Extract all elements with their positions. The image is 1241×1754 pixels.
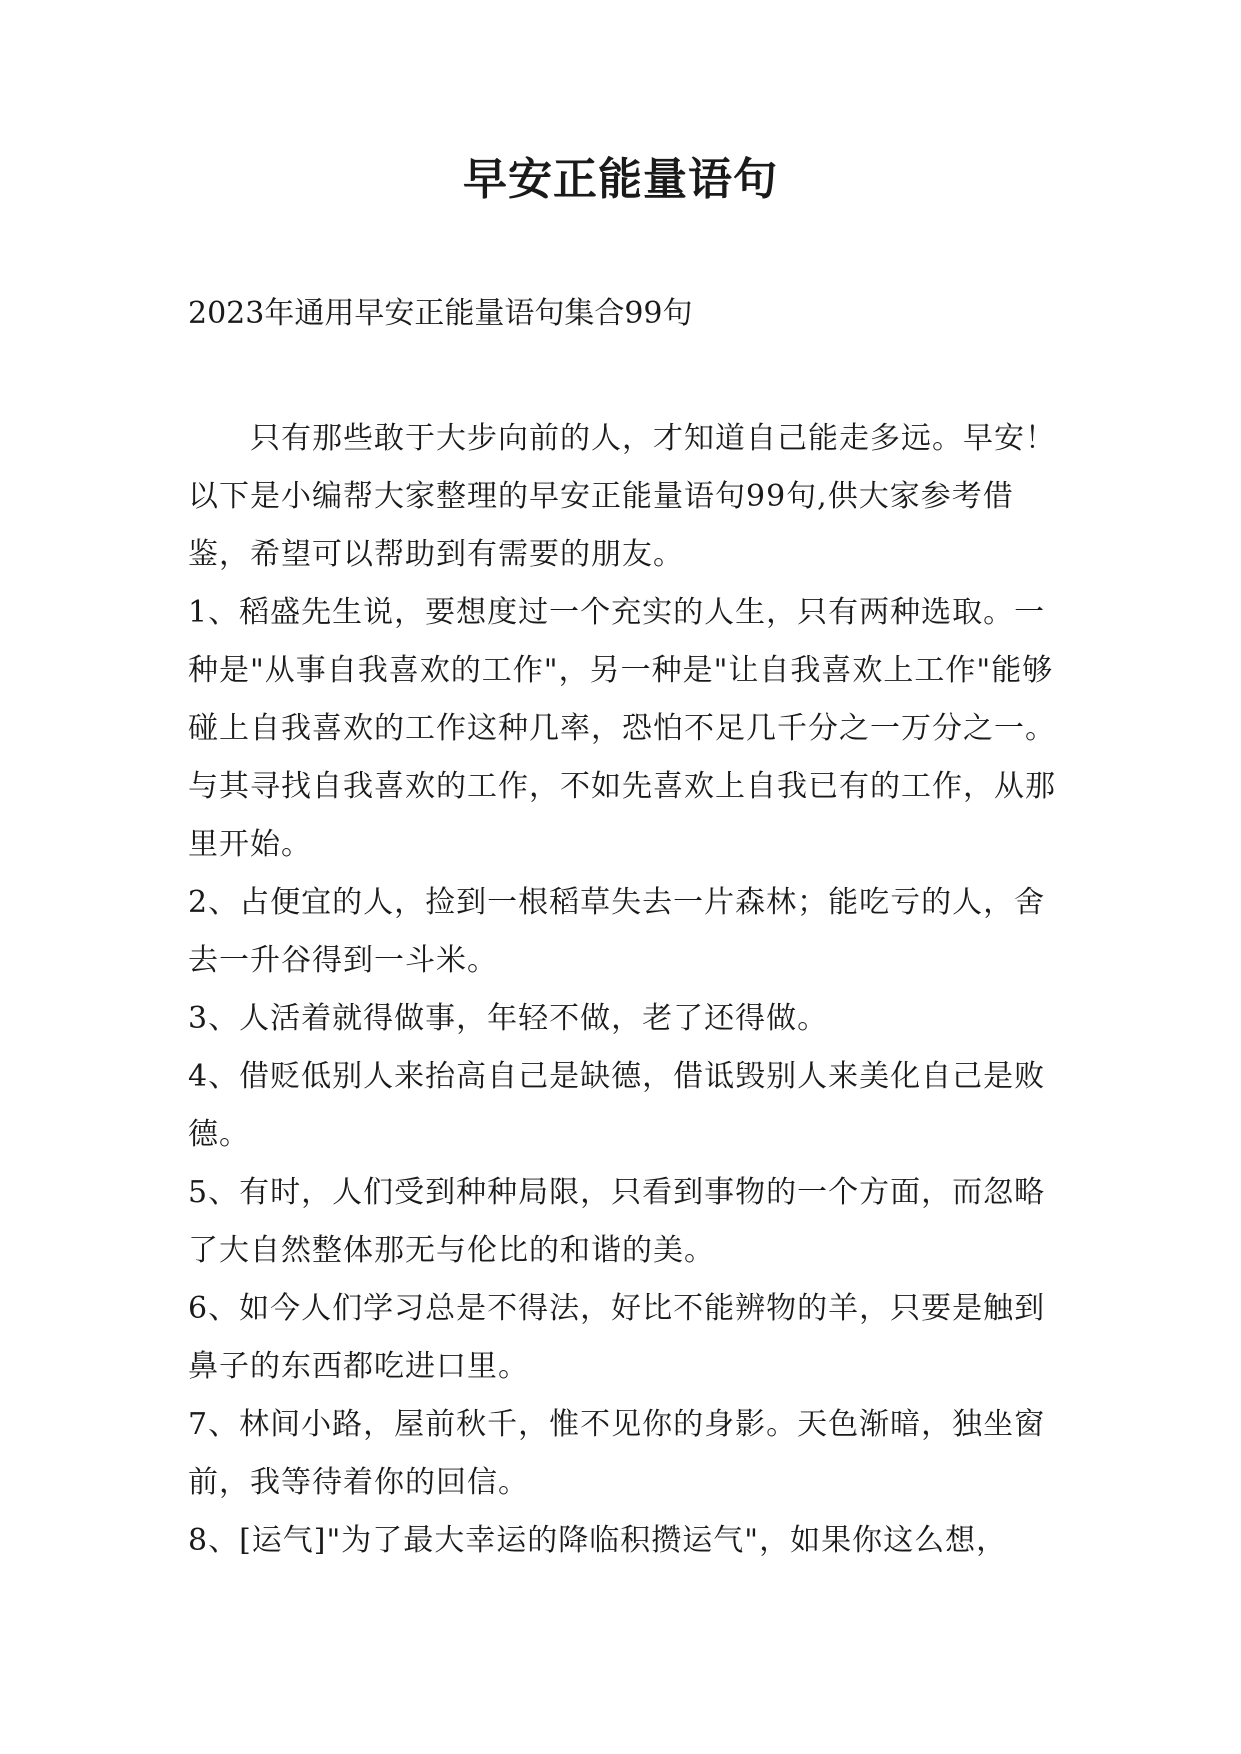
document-subtitle: 2023年通用早安正能量语句集合99句: [188, 296, 693, 331]
quote-paragraph-8: 8、[运气]"为了最大幸运的降临积攒运气"，如果你这么想，: [188, 1523, 1008, 1558]
quote-paragraph-4: 4、借贬低别人来抬高自己是缺德，借诋毁别人来美化自己是败德。: [188, 1059, 1046, 1152]
document-body: [188, 410, 1058, 1570]
document-title: 早安正能量语句: [463, 154, 778, 205]
intro-paragraph: 只有那些敢于大步向前的人，才知道自己能走多远。早安！以下是小编帮大家整理的早安正能量语句99句,供大家参考借鉴，希望可以帮助到有需要的朋友。: [188, 421, 1056, 572]
quote-paragraph-6: 6、如今人们学习总是不得法，好比不能辨物的羊，只要是触到鼻子的东西都吃进口里。: [188, 1291, 1046, 1384]
quote-paragraph-1: 1、稻盛先生说，要想度过一个充实的人生，只有两种选取。一种是"从事自我喜欢的工作"，另一种是"让自我喜欢上工作"能够碰上自我喜欢的工作这种几率，恐怕不足几千分之一万分之一。与其寻找自我喜欢的工作，不如先喜欢上自我已有的工作，从那里开始。: [188, 595, 1056, 862]
quote-paragraph-3: 3、人活着就得做事，年轻不做，老了还得做。: [188, 1001, 829, 1036]
quote-paragraph-7: 7、林间小路，屋前秋千，惟不见你的身影。天色渐暗，独坐窗前，我等待着你的回信。: [188, 1407, 1046, 1500]
quote-paragraph-5: 5、有时，人们受到种种局限，只看到事物的一个方面，而忽略了大自然整体那无与伦比的和谐的美。: [188, 1175, 1046, 1268]
quote-paragraph-2: 2、占便宜的人，捡到一根稻草失去一片森林；能吃亏的人，舍去一升谷得到一斗米。: [188, 885, 1046, 978]
